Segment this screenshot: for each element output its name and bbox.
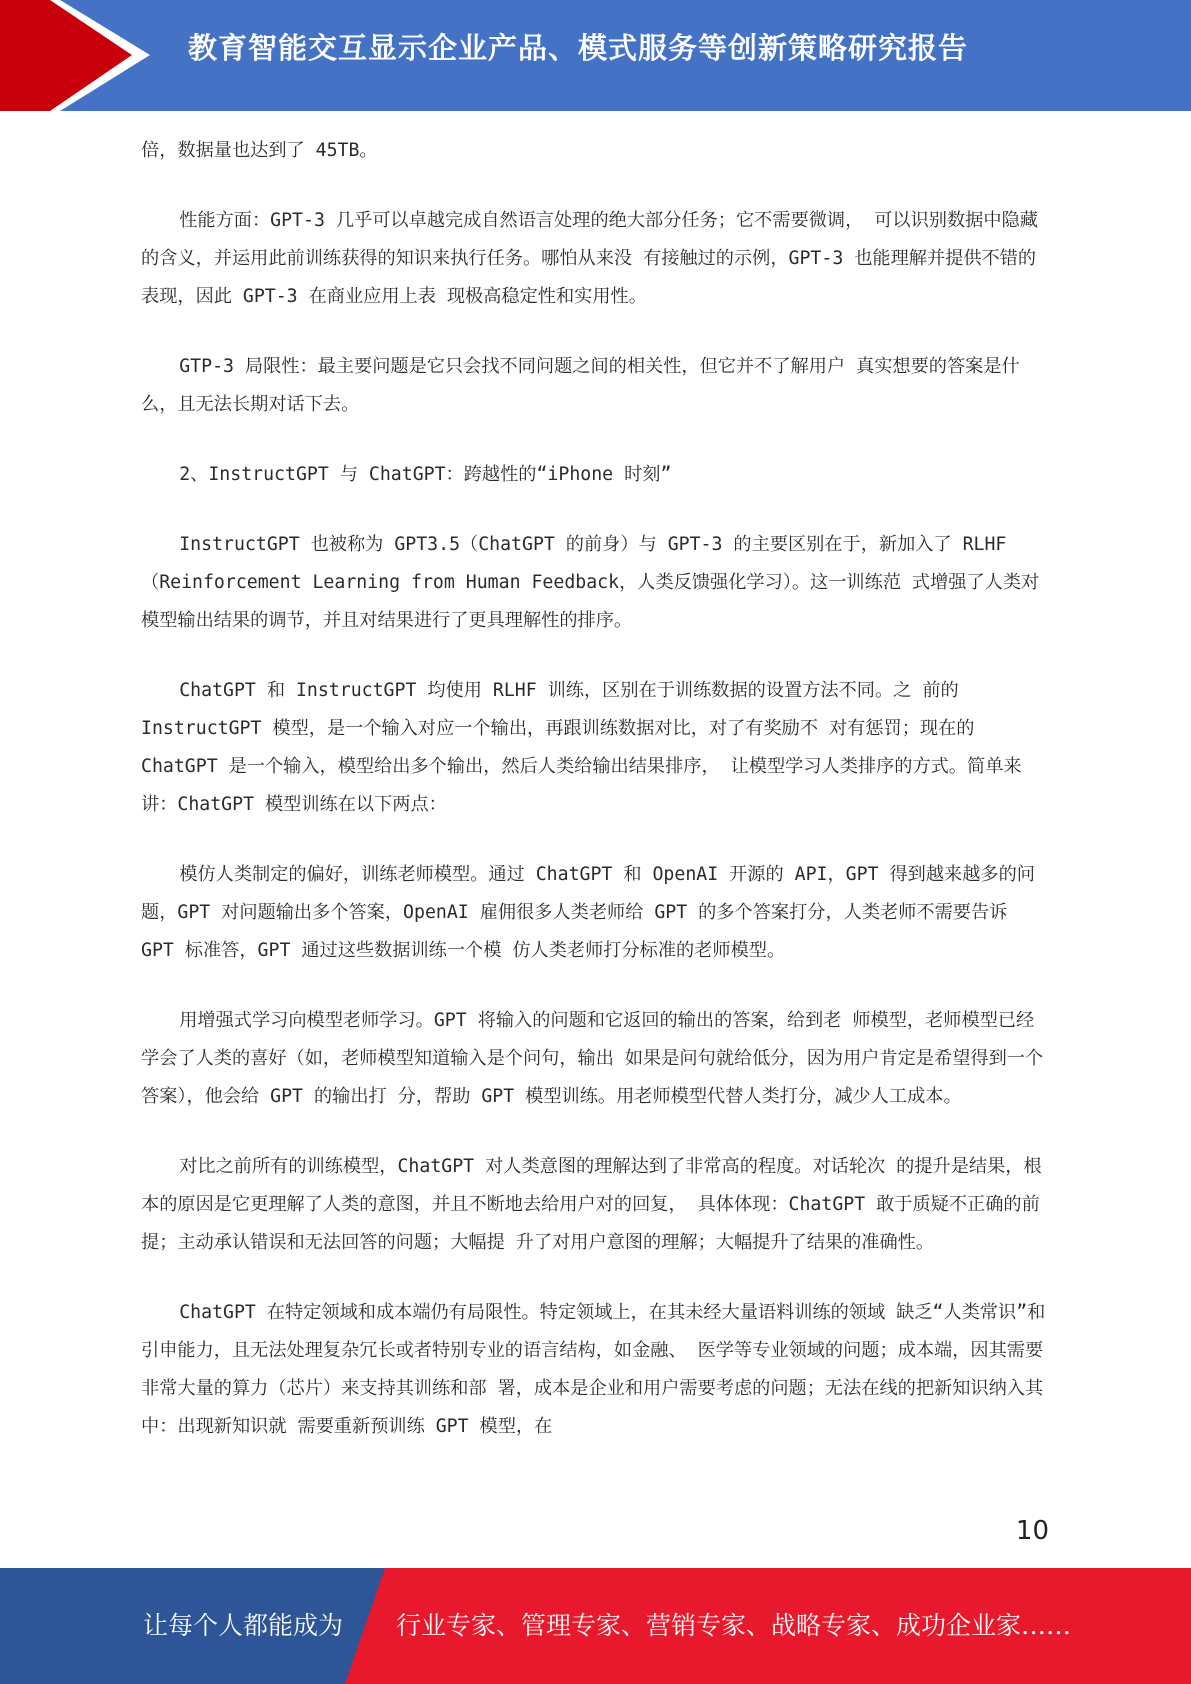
paragraph-limitations: GTP-3 局限性：最主要问题是它只会找不同问题之间的相关性，但它并不了解用户 真实想要的答案是什么，且无法长期对话下去。: [141, 356, 1020, 415]
document-body: [141, 132, 1051, 1478]
paragraph-reinforcement: 用增强式学习向模型老师学习。GPT 将输入的问题和它返回的输出的答案，给到老 师模型，老师模型已经学会了人类的喜好（如，老师模型知道输入是个问句，输出 如果是问句就给低分，因为用户肯定是希望得到一个答案），他会给 GPT 的输出打 分，帮助 GPT 模型训练。用老师模型代替人类打分，减少人工成本。: [141, 1010, 1044, 1107]
header-chevron-decoration: [0, 0, 160, 111]
paragraph-continuation: 倍，数据量也达到了 45TB。: [141, 140, 378, 161]
section-heading: 2、InstructGPT 与 ChatGPT：跨越性的“iPhone 时刻”: [179, 464, 672, 485]
footer-slogan-right: 行业专家、管理专家、营销专家、战略专家、成功企业家……: [396, 1611, 1072, 1640]
page-footer: [0, 1568, 1191, 1684]
paragraph-comparison: 对比之前所有的训练模型，ChatGPT 对人类意图的理解达到了非常高的程度。对话轮次 的提升是结果，根本的原因是它更理解了人类的意图，并且不断地去给用户对的回复， 具体体现：ChatGPT 敢于质疑不正确的前提；主动承认错误和无法回答的问题；大幅提 升了对用户意图的理解；大幅提升了结果的准确性。: [141, 1156, 1042, 1253]
paragraph-domain-limits: ChatGPT 在特定领域和成本端仍有局限性。特定领域上，在其未经大量语料训练的领域 缺乏“人类常识”和引申能力，且无法处理复杂冗长或者特别专业的语言结构，如金融、 医学等专业领域的问题；成本端，因其需要非常大量的算力（芯片）来支持其训练和部 署，成本是企业和用户需要考虑的问题；无法在线的把新知识纳入其中：出现新知识就 需要重新预训练 GPT 模型，在: [141, 1302, 1046, 1437]
report-title: 教育智能交互显示企业产品、模式服务等创新策略研究报告: [188, 31, 969, 65]
paragraph-teacher-model: 模仿人类制定的偏好，训练老师模型。通过 ChatGPT 和 OpenAI 开源的 API，GPT 得到越来越多的问题，GPT 对问题输出多个答案，OpenAI 雇佣很多人类老师给 GPT 的多个答案打分，人类老师不需要告诉 GPT 标准答，GPT 通过这些数据训练一个模 仿人类老师打分标准的老师模型。: [141, 864, 1035, 961]
paragraph-training-difference: ChatGPT 和 InstructGPT 均使用 RLHF 训练，区别在于训练数据的设置方法不同。之 前的 InstructGPT 模型，是一个输入对应一个输出，再跟训练数据对比，对了有奖励不 对有惩罚；现在的 ChatGPT 是一个输入，模型给出多个输出，然后人类给输出结果排序， 让模型学习人类排序的方式。简单来讲：ChatGPT 模型训练在以下两点：: [141, 680, 1022, 815]
paragraph-performance: 性能方面：GPT-3 几乎可以卓越完成自然语言处理的绝大部分任务；它不需要微调， 可以识别数据中隐藏的含义，并运用此前训练获得的知识来执行任务。哪怕从来没 有接触过的示例，GPT-3 也能理解并提供不错的表现，因此 GPT-3 在商业应用上表 现极高稳定性和实用性。: [141, 210, 1038, 307]
page-number: 10: [1015, 1516, 1049, 1546]
paragraph-instructgpt: InstructGPT 也被称为 GPT3.5（ChatGPT 的前身）与 GPT-3 的主要区别在于，新加入了 RLHF（Reinforcement Learning from Human Feedback，人类反馈强化学习）。这一训练范 式增强了人类对模型输出结果的调节，并且对结果进行了更具理解性的排序。: [141, 534, 1040, 631]
footer-slogan-left: 让每个人都能成为: [143, 1611, 344, 1640]
page-header: [0, 0, 1191, 111]
